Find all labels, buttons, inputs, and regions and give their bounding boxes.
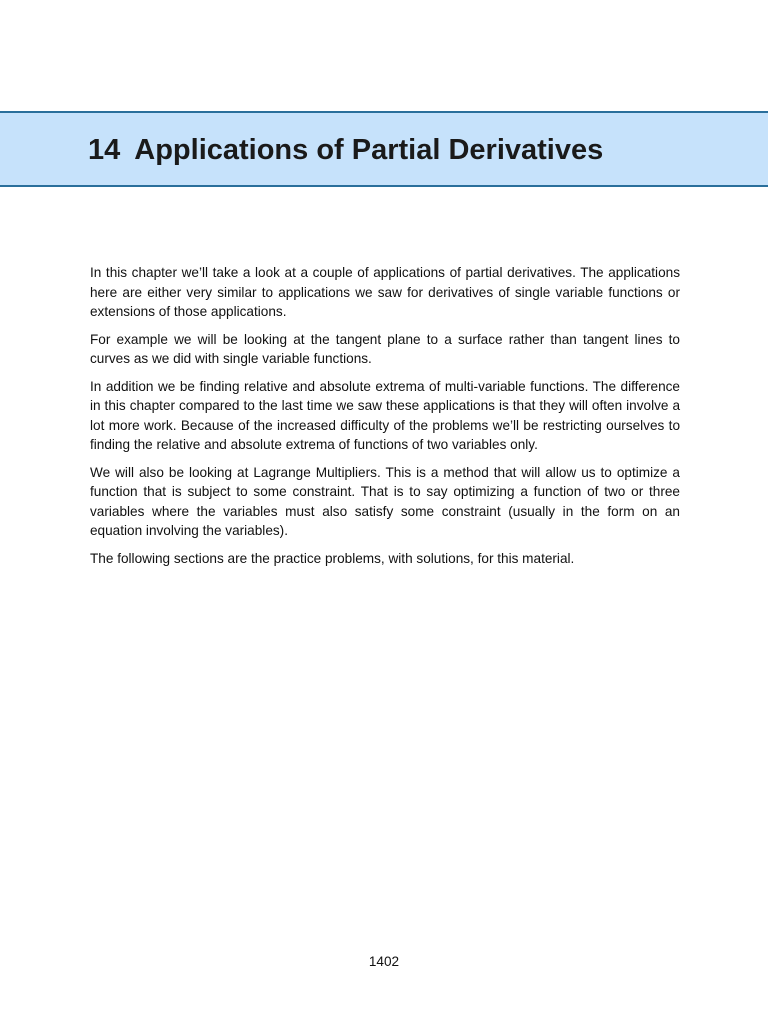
paragraph: For example we will be looking at the tangent plane to a surface rather than tangent lines to curves as we did with single variable functions. — [90, 331, 680, 366]
chapter-title-text: Applications of Partial Derivatives — [134, 134, 604, 166]
paragraph: We will also be looking at Lagrange Multipliers. This is a method that will allow us to optimize a function that is subject to some constraint. That is to say optimizing a function of two or three variables where the variables must also satisfy some constraint (usually in the form on an equation involving the variables). — [90, 464, 680, 538]
chapter-header-banner — [0, 111, 768, 187]
chapter-number: 14 — [88, 134, 121, 166]
paragraph: In addition we be finding relative and absolute extrema of multi-variable functions. The difference in this chapter compared to the last time we saw these applications is that they will often involve a lot more work. Because of the increased difficulty of the problems we’ll be restricting ourselves to finding the relative and absolute extrema of functions of two variables only. — [90, 378, 680, 452]
chapter-title — [88, 133, 603, 167]
paragraph: The following sections are the practice problems, with solutions, for this material. — [90, 550, 575, 566]
chapter-intro-text — [90, 263, 680, 576]
page-number: 1402 — [368, 954, 400, 969]
paragraph: In this chapter we’ll take a look at a couple of applications of partial derivatives. The applications here are either very similar to applications we saw for derivatives of single variable functions or extensions of those applications. — [90, 265, 680, 319]
